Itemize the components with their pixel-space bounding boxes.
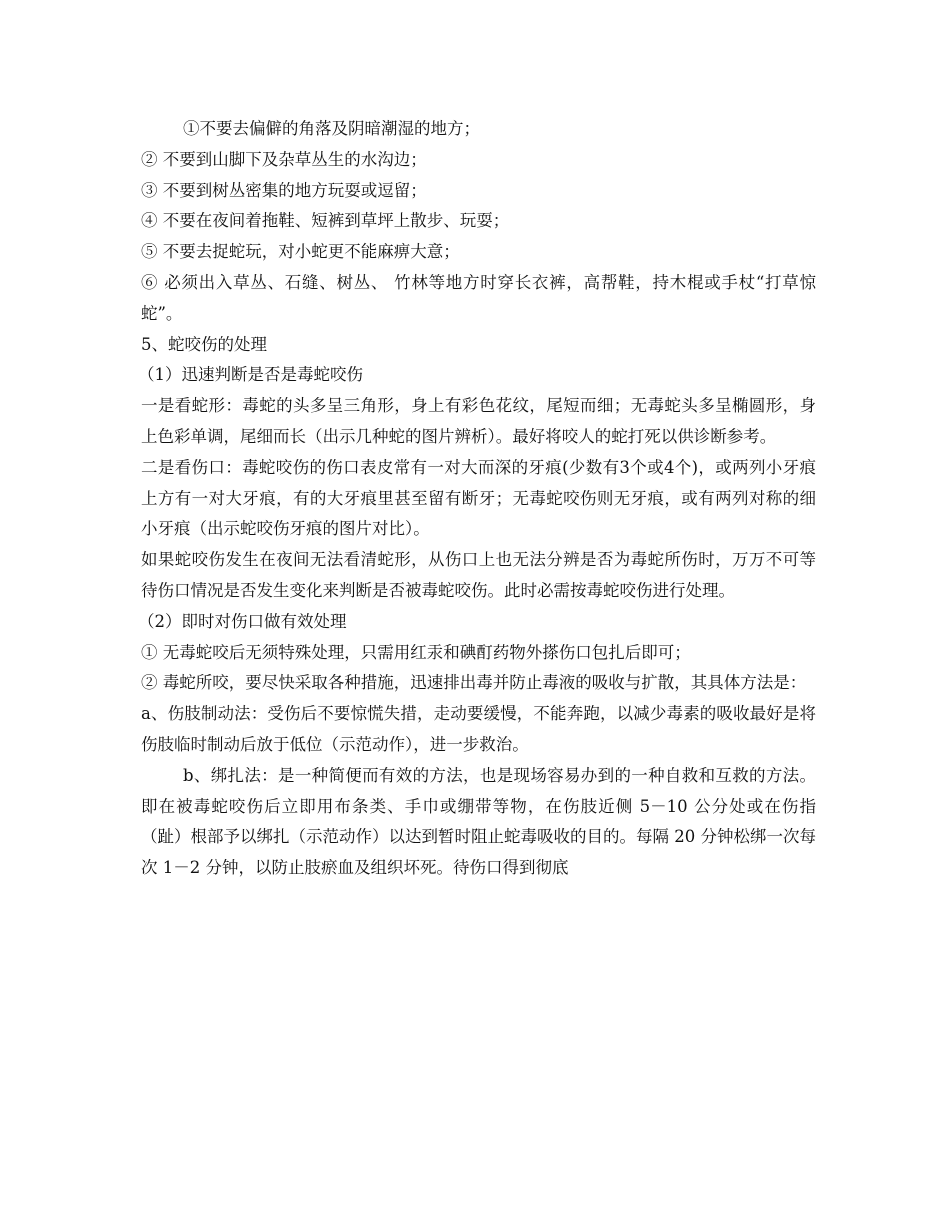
prevention-item-1: ①不要去偏僻的角落及阴暗潮湿的地方； <box>183 119 480 138</box>
method-binding: b、绑扎法：是一种简便而有效的方法，也是现场容易办到的一种自救和互救的方法。即在被毒蛇咬伤后立即用布条类、手巾或绷带等物，在伤肢近侧 5－10 公分处或在伤指（趾）根部予以绑扎（示范动作）以达到暂时阻止蛇毒吸收的目的。每隔 20 分钟松绑一次每次 1－2 分钟，以防止肢瘀血及组织坏死。待伤口得到彻底 <box>141 765 816 878</box>
section-heading-snakebite-treatment: 5、蛇咬伤的处理 <box>141 334 267 354</box>
prevention-item-5: ⑤ 不要去捉蛇玩，对小蛇更不能麻痹大意； <box>141 242 460 262</box>
paragraph-night-bite: 如果蛇咬伤发生在夜间无法看清蛇形，从伤口上也无法分辨是否为毒蛇所伤时，万万不可等待伤口情况是否发生变化来判断是否被毒蛇咬伤。此时必需按毒蛇咬伤进行处理。 <box>141 550 816 600</box>
method-immobilize: a、伤肢制动法：受伤后不要惊慌失措，走动要缓慢，不能奔跑，以减少毒素的吸收最好是将伤肢临时制动后放于低位（示范动作），进一步救治。 <box>141 704 816 754</box>
subheading-wound-treatment: （2）即时对伤口做有效处理 <box>138 611 347 631</box>
paragraph-wound-marks: 二是看伤口：毒蛇咬伤的伤口表皮常有一对大而深的牙痕(少数有3个或4个)，或两列小牙痕上方有一对大牙痕，有的大牙痕里甚至留有断牙；无毒蛇咬伤则无牙痕，或有两列对称的细小牙痕（出示蛇咬伤牙痕的图片对比）。 <box>141 457 816 539</box>
treatment-item-1: ① 无毒蛇咬后无须特殊处理，只需用红汞和碘酊药物外搽伤口包扎后即可； <box>141 642 691 662</box>
prevention-item-4: ④ 不要在夜间着拖鞋、短裤到草坪上散步、玩耍； <box>141 211 510 231</box>
prevention-item-6: ⑥ 必须出入草丛、石缝、树丛、 竹林等地方时穿长衣裤，高帮鞋，持木棍或手杖“打草惊蛇”。 <box>141 272 816 323</box>
paragraph-snake-shape: 一是看蛇形：毒蛇的头多呈三角形，身上有彩色花纹，尾短而细；无毒蛇头多呈椭圆形，身上色彩单调，尾细而长（出示几种蛇的图片辨析）。最好将咬人的蛇打死以供诊断参考。 <box>141 396 816 446</box>
prevention-item-2: ② 不要到山脚下及杂草丛生的水沟边； <box>141 149 427 169</box>
subheading-identify-venomous: （1）迅速判断是否是毒蛇咬伤 <box>138 365 363 385</box>
document-body <box>138 114 816 884</box>
treatment-item-2: ② 毒蛇所咬，要尽快采取各种措施，迅速排出毒并防止毒液的吸收与扩散，其具体方法是： <box>141 673 807 693</box>
prevention-item-3: ③ 不要到树丛密集的地方玩耍或逗留； <box>141 180 427 200</box>
